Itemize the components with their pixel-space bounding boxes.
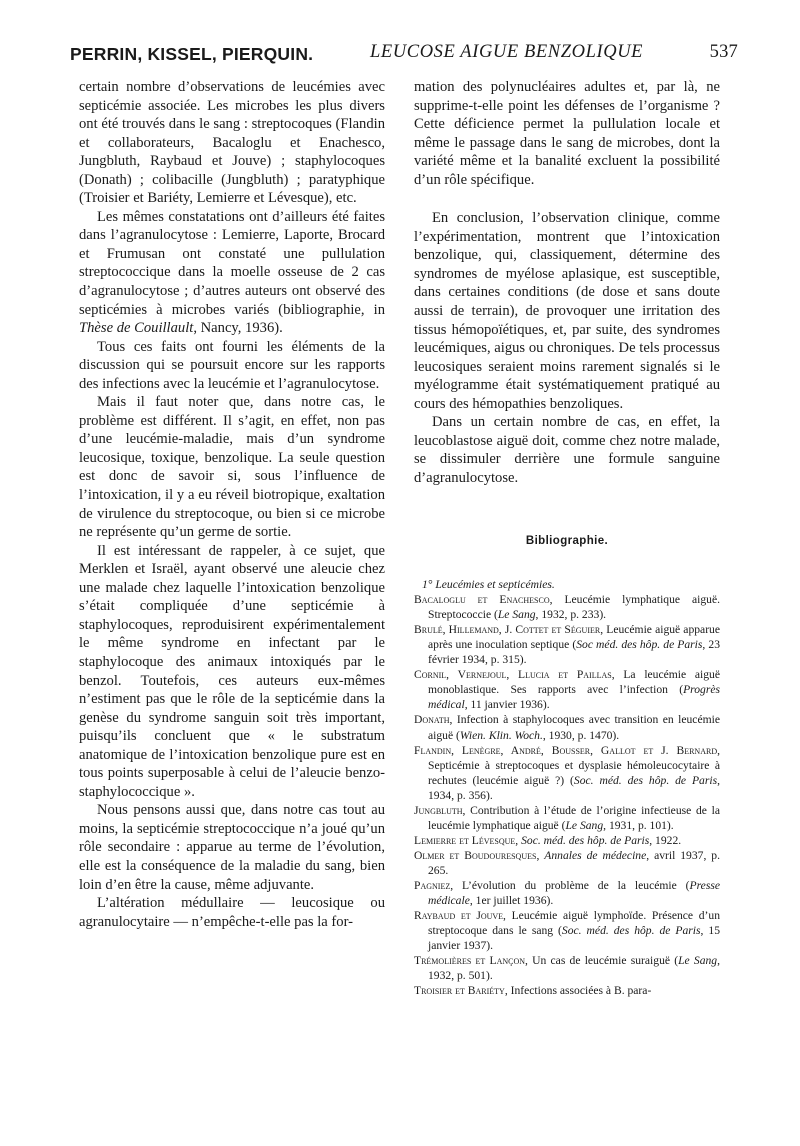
reference-entry: Olmer et Boudouresques, Annales de médecine, avril 1937, p. 265. (414, 848, 720, 877)
reference-entries (414, 592, 720, 998)
reference-journal: Progrès médical (428, 683, 720, 712)
paragraph: Mais il faut noter que, dans notre cas, le problème est différent. Il s’agit, en effet, non pas d’une leucémie-maladie, mais d’un syndrome leucosique, toxique, benzolique. La seule question est donc de savoir si, sous l’influence de l’intoxication, il y a eu réveil biotropique, exaltation de virulence du streptocoque, ou bien si ce microbe ne représente qu’un germe de sortie. (79, 394, 385, 541)
reference-journal: Le Sang (678, 954, 718, 968)
reference-authors: Jungbluth (414, 803, 463, 817)
reference-entry: Troisier et Bariéty, Infections associées à B. para- (414, 984, 652, 998)
reference-journal: Le Sang (497, 608, 536, 622)
paragraph: certain nombre d’observations de leucémies avec septicémie associée. Les microbes les plus divers ont été trouvés dans le sang : streptocoques (Flandin et collaborateurs, Bacaloglu et Enachesco, Jungbluth, Raybaud et Jouve) ; staphylocoques (Donath) ; colibacille (Jungbluth) ; paratyphique (Troisier et Bariéty, Lemierre et Lévesque), etc. (79, 79, 385, 207)
reference-entry: Raybaud et Jouve, Leucémie aiguë lymphoïde. Présence d’un streptocoque dans le sang (Soc. méd. des hôp. de Paris, 15 janvier 1937). (414, 909, 721, 953)
reference-journal: Annales de médecine (544, 848, 647, 862)
reference-authors: Flandin, Lenègre, André, Bousser, Gallot et J. Bernard (414, 743, 718, 757)
reference-authors: Pagniez (414, 878, 451, 892)
reference-authors: Bacaloglu et Enachesco (414, 593, 550, 607)
thesis-title: Thèse de Couillault (79, 320, 194, 337)
reference-entry: Trémolières et Lançon, Un cas de leucémie suraiguë (Le Sang, 1932, p. 501). (414, 954, 720, 983)
running-header (70, 42, 738, 72)
paragraph: Nous pensons aussi que, dans notre cas tout au moins, la septicémie streptococcique n’a joué qu’un rôle secondaire : apparue au terme de l’évolution, elle est la conséquence de la maladie du sang, bien loin d’en être la cause, même adjuvante. (79, 802, 385, 893)
reference-authors: Lemierre et Lévesque (414, 833, 516, 847)
paragraph: Dans un certain nombre de cas, en effet, la leucoblastose aiguë doit, comme chez notre malade, se dissimuler derrière une formule sanguine d’agranulocytose. (414, 414, 720, 486)
reference-entry: Jungbluth, Contribution à l’étude de l’origine infectieuse de la leucémie lymphatique aiguë (Le Sang, 1931, p. 101). (414, 803, 720, 832)
reference-journal: Soc. méd. des hôp. de Paris (521, 833, 650, 847)
reference-authors: Trémolières et Lançon (414, 954, 526, 968)
reference-authors: Raybaud et Jouve (414, 909, 504, 923)
reference-journal: Presse médicale (428, 878, 720, 908)
left-column (79, 78, 385, 931)
reference-journal: Le Sang (565, 818, 604, 832)
reference-journal: Soc méd. des hôp. de Paris (576, 638, 703, 652)
reference-authors: Troisier et Bariéty (414, 984, 505, 998)
paragraph: Il est intéressant de rappeler, à ce sujet, que Merklen et Israël, ayant observé une aleucie chez une malade chez laquelle l’intoxication benzolique s’était compliquée d’une septicémie à staphylocoques, reproduisirent expérimentalement le même syndrome en infectant par le staphylocoque des animaux intoxiqués par le benzol. Toutefois, ces auteurs eux-mêmes n’estiment pas que le rôle de la septicémie dans la genèse du syndrome sanguin soit très important, puisqu’ils concluent que « le substratum anatomique de l’intoxication benzolique pure est en tous points superposable à celui de l’aleucie benzo-staphylococcique ». (79, 542, 385, 800)
reference-authors: Olmer et Boudouresques (414, 848, 537, 862)
bibliography-list (414, 577, 720, 998)
reference-entry: Pagniez, L’évolution du problème de la leucémie (Presse médicale, 1er juillet 1936). (414, 878, 720, 908)
reference-entry: Cornil, Vernejoul, Llucia et Paillas, La leucémie aiguë monoblastique. Ses rapports avec l’infection (Progrès médical, 11 janvier 1936). (414, 668, 720, 712)
reference-entry: Bacaloglu et Enachesco, Leucémie lymphatique aiguë. Streptococcie (Le Sang, 1932, p. 233). (414, 593, 720, 622)
bibliography-subheading: 1° Leucémies et septicémies. (422, 578, 555, 592)
paragraph: Les mêmes constatations ont d’ailleurs été faites dans l’agranulocytose : Lemierre, Laporte, Brocard et Frumusan ont constaté une pullulation streptococcique dans la moelle osseuse de 2 cas d’agranulocytose ; d’autres auteurs ont observé des septicémies à microbes variés (bibliographie, in Thèse de Couillault, Nancy, 1936). (79, 208, 385, 337)
header-authors: PERRIN, KISSEL, PIERQUIN. (70, 44, 314, 64)
reference-entry: Brulé, Hillemand, J. Cottet et Séguier, Leucémie aiguë apparue après une inoculation septique (Soc méd. des hôp. de Paris, 23 février 1934, p. 315). (414, 623, 721, 667)
reference-journal: Soc. méd. des hôp. de Paris (561, 924, 701, 938)
paragraph: Tous ces faits ont fourni les éléments de la discussion qui se poursuit encore sur les rapports des infections avec la leucémie et l’agranulocytose. (79, 338, 385, 392)
paragraph: En conclusion, l’observation clinique, comme l’expérimentation, montrent que l’intoxication benzolique, qui, classiquement, détermine des syndromes de myélose aplasique, est susceptible, dans certaines conditions (de dose et sans doute aussi de terrain), de provoquer une irritation des tissus hémopoïétiques, et, par suite, des syndromes leucémiques, aigus ou chroniques. De tels processus leucosiques seraient moins rarement signalés si le myélogramme était systématiquement pratiqué au cours des hémopathies benzoliques. (414, 210, 720, 412)
reference-authors: Brulé, Hillemand, J. Cottet et Séguier (414, 623, 601, 637)
reference-authors: Donath (414, 713, 450, 727)
paragraph: L’altération médullaire — leucosique ou agranulocytaire — n’empêche-t-elle pas la for- (79, 895, 385, 930)
bibliography-heading: Bibliographie. (525, 535, 609, 548)
paragraph: mation des polynucléaires adultes et, par là, ne supprime-t-elle point les défenses de l’organisme ? Cette déficience permet la pullulation locale et même le passage dans le sang de microbes, dont la variété même et la banalité excluent la possibilité d’un rôle spécifique. (414, 79, 720, 188)
reference-journal: Soc. méd. des hôp. de Paris (573, 773, 718, 787)
reference-entry: Flandin, Lenègre, André, Bousser, Gallot et J. Bernard, Septicémie à streptocoques et dysplasie hémoleucocytaire à rechutes (leucémie aiguë ?) (Soc. méd. des hôp. de Paris, 1934, p. 356). (414, 743, 720, 802)
right-column (414, 78, 720, 998)
page-number: 537 (709, 42, 738, 62)
reference-journal: Wien. Klin. Woch. (459, 728, 543, 742)
reference-entry: Lemierre et Lévesque, Soc. méd. des hôp. de Paris, 1922. (414, 833, 682, 847)
header-running-title: LEUCOSE AIGUE BENZOLIQUE (370, 42, 644, 62)
reference-entry: Donath, Infection à staphylocoques avec transition en leucémie aiguë (Wien. Klin. Woch., 1930, p. 1470). (414, 713, 720, 742)
reference-authors: Cornil, Vernejoul, Llucia et Paillas (414, 668, 612, 682)
